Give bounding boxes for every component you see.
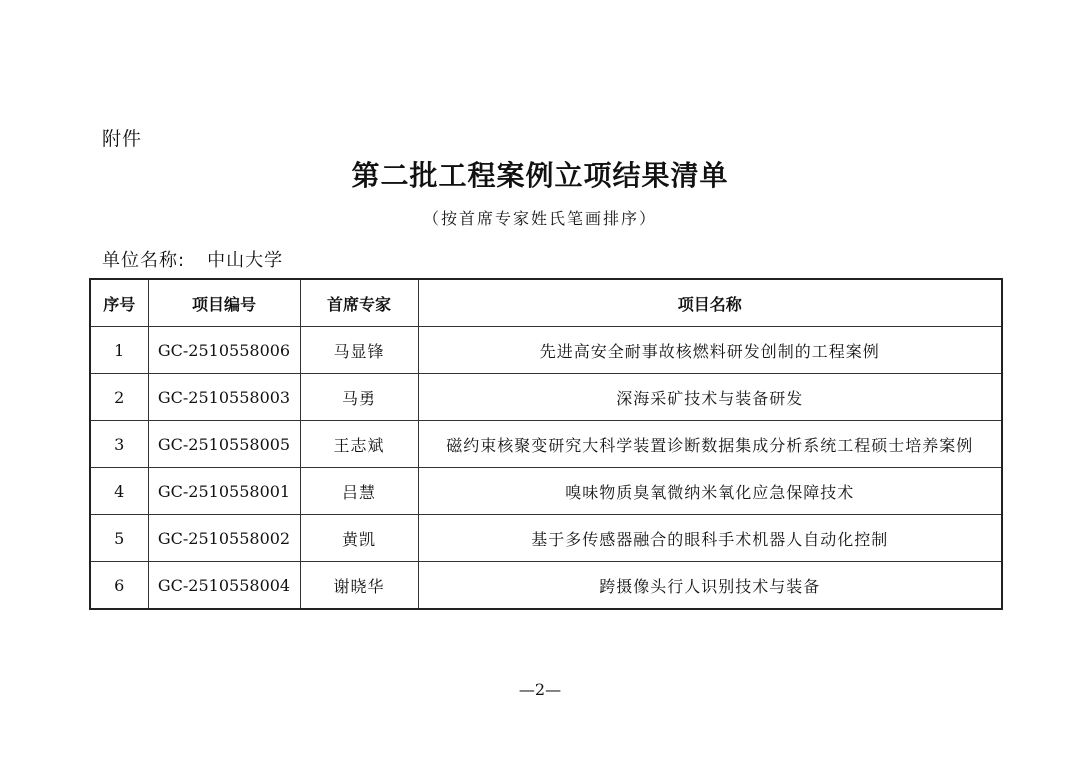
cell-expert: 马显锋 [300, 327, 418, 374]
cell-expert: 吕慧 [300, 468, 418, 515]
header-name: 项目名称 [418, 279, 1002, 327]
table-row [90, 327, 1002, 374]
header-num: 序号 [90, 279, 148, 327]
table-row [90, 468, 1002, 515]
cell-expert: 黄凯 [300, 515, 418, 562]
cell-num: 5 [90, 515, 148, 562]
cell-code: GC-2510558004 [148, 562, 300, 610]
cell-name: 磁约束核聚变研究大科学装置诊断数据集成分析系统工程硕士培养案例 [418, 421, 1002, 468]
header-code: 项目编号 [148, 279, 300, 327]
cell-num: 3 [90, 421, 148, 468]
cell-num: 1 [90, 327, 148, 374]
table-row [90, 515, 1002, 562]
unit-line [102, 246, 283, 272]
cell-code: GC-2510558002 [148, 515, 300, 562]
document-title: 第二批工程案例立项结果清单 [351, 159, 729, 192]
cell-name: 先进高安全耐事故核燃料研发创制的工程案例 [418, 327, 1002, 374]
cell-code: GC-2510558003 [148, 374, 300, 421]
cell-num: 4 [90, 468, 148, 515]
unit-value: 中山大学 [207, 250, 284, 271]
cell-name: 基于多传感器融合的眼科手术机器人自动化控制 [418, 515, 1002, 562]
page-number: —2— [518, 680, 562, 699]
cell-expert: 谢晓华 [300, 562, 418, 610]
header-expert: 首席专家 [300, 279, 418, 327]
document-subtitle: （按首席专家姓氏笔画排序） [422, 209, 657, 228]
unit-label: 单位名称: [102, 250, 186, 271]
cell-code: GC-2510558005 [148, 421, 300, 468]
table-row [90, 374, 1002, 421]
cell-name: 嗅味物质臭氧微纳米氧化应急保障技术 [418, 468, 1002, 515]
cell-code: GC-2510558001 [148, 468, 300, 515]
cell-expert: 王志斌 [300, 421, 418, 468]
table-header-row [90, 279, 1002, 327]
project-table [89, 278, 1003, 610]
table-row [90, 421, 1002, 468]
table-row [90, 562, 1002, 610]
attachment-label: 附件 [102, 128, 143, 150]
cell-name: 跨摄像头行人识别技术与装备 [418, 562, 1002, 610]
cell-expert: 马勇 [300, 374, 418, 421]
cell-code: GC-2510558006 [148, 327, 300, 374]
cell-name: 深海采矿技术与装备研发 [418, 374, 1002, 421]
cell-num: 6 [90, 562, 148, 610]
cell-num: 2 [90, 374, 148, 421]
